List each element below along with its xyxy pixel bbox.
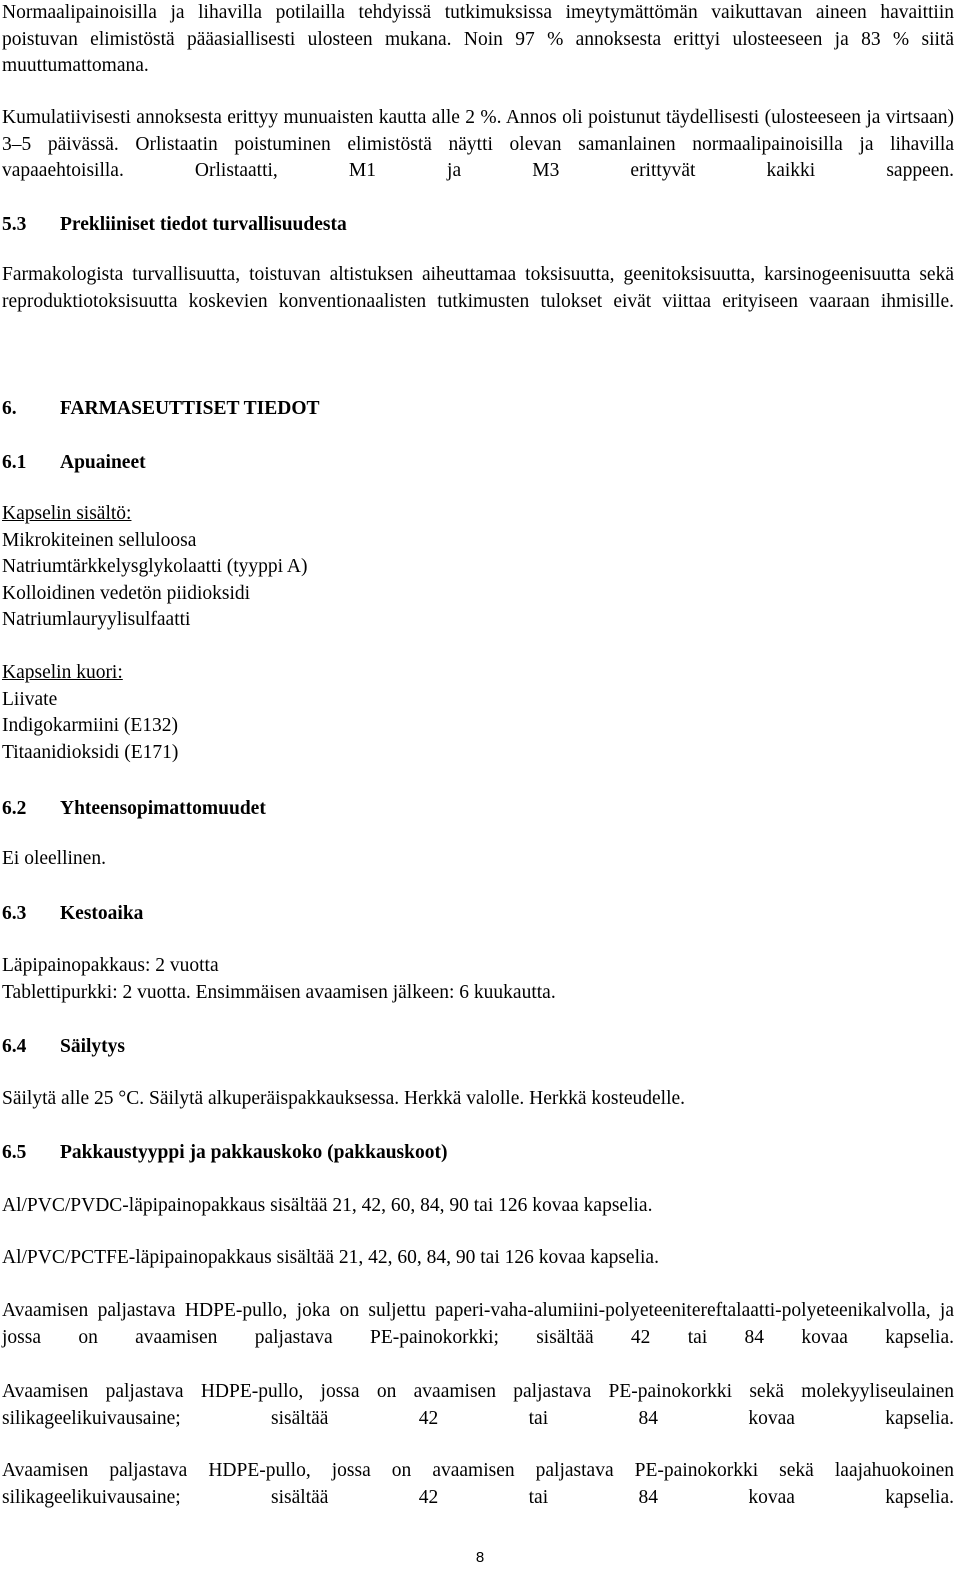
list-item: Tablettipurkki: 2 vuotta. Ensimmäisen avaamisen jälkeen: 6 kuukautta. [2,981,556,1003]
section-heading-6 [2,396,954,423]
paragraph-pack-5: Avaamisen paljastava HDPE-pullo, jossa on avaamisen paljastava PE-painokorkki sekä laajahuokoinen silikageelikuivausaine; sisältää 42 tai 84 kovaa kapselia. [2,1460,954,1508]
section-heading-6-5 [2,1140,954,1167]
section-heading-6-2 [2,796,954,823]
section-title: Prekliiniset tiedot turvallisuudesta [60,214,347,235]
list-item: Titaanidioksidi (E171) [2,741,179,763]
section-number: 6.5 [2,1142,27,1163]
section-title: FARMASEUTTISET TIEDOT [60,398,320,419]
section-heading-6-1 [2,450,954,477]
paragraph-incompatibilities: Ei oleellinen. [2,848,106,869]
capsule-contents-label: Kapselin sisältö: [2,503,132,524]
list-item: Indigokarmiini (E132) [2,715,179,736]
paragraph-preclinical: Farmakologista turvallisuutta, toistuvan altistuksen aiheuttamaa toksisuutta, geenitoksisuutta, karsinogeenisuutta sekä reproduktiotoksisuutta koskevien konventionaalisten tutkimusten tulokset eivät viittaa erityiseen vaaraan ihmisille. [2,264,954,312]
paragraph-pack-3: Avaamisen paljastava HDPE-pullo, joka on suljettu paperi-vaha-alumiini-polyeteenitereftalaatti-polyeteenikalvolla, ja jossa on avaamisen paljastava PE-painokorkki; sisältää 42 tai 84 kovaa kapselia. [2,1300,954,1348]
section-title: Yhteensopimattomuudet [60,798,266,819]
section-number: 6. [2,398,17,419]
section-title: Apuaineet [60,452,146,473]
page-number: 8 [475,1549,485,1566]
paragraph-excretion: Normaalipainoisilla ja lihavilla potilailla tehdyissä tutkimuksissa imeytymättömän vaikuttavan aineen havaittiin poistuvan elimistöstä pääasiallisesti ulosteen mukana. Noin 97 % annoksesta erittyi ulosteeseen ja 83 % siitä muuttumattomana. [2,2,954,76]
capsule-contents-list [2,501,954,634]
paragraph-pack-1: Al/PVC/PVDC-läpipainopakkaus sisältää 21, 42, 60, 84, 90 tai 126 kovaa kapselia. [2,1195,653,1216]
section-number: 5.3 [2,214,27,235]
section-number: 6.2 [2,798,27,819]
section-number: 6.3 [2,903,27,924]
paragraph-cumulative-excretion: Kumulatiivisesti annoksesta erittyy munuaisten kautta alle 2 %. Annos oli poistunut täydellisesti (ulosteeseen ja virtsaan) 3–5 päivässä. Orlistaatin poistuminen elimistöstä näytti olevan samanlainen normaalipainoisilla ja lihavilla vapaaehtoisilla. Orlistaatti, M1 ja M3 erittyvät kaikki sappeen. [2,107,954,181]
list-item: Mikrokiteinen selluloosa [2,529,197,551]
section-number: 6.1 [2,452,27,473]
paragraph-pack-2: Al/PVC/PCTFE-läpipainopakkaus sisältää 21, 42, 60, 84, 90 tai 126 kovaa kapselia. [2,1247,659,1268]
section-heading-6-3 [2,901,954,928]
section-title: Kestoaika [60,903,144,924]
list-item: Liivate [2,688,58,710]
section-title: Säilytys [60,1036,126,1057]
section-number: 6.4 [2,1036,27,1057]
section-title: Pakkaustyyppi ja pakkauskoko (pakkauskoot) [60,1142,448,1163]
section-heading-5-3 [2,212,954,239]
shelf-life-list [2,953,954,1006]
list-item: Läpipainopakkaus: 2 vuotta [2,955,219,976]
section-heading-6-4 [2,1034,954,1061]
list-item: Kolloidinen vedetön piidioksidi [2,582,251,604]
capsule-shell-label: Kapselin kuori: [2,662,123,683]
capsule-shell-list [2,660,954,766]
list-item: Natriumlauryylisulfaatti [2,609,191,630]
paragraph-storage: Säilytä alle 25 °C. Säilytä alkuperäispakkauksessa. Herkkä valolle. Herkkä kosteudelle. [2,1088,686,1109]
paragraph-pack-4: Avaamisen paljastava HDPE-pullo, jossa on avaamisen paljastava PE-painokorkki sekä molekyyliseulainen silikageelikuivausaine; sisältää 42 tai 84 kovaa kapselia. [2,1381,954,1429]
list-item: Natriumtärkkelysglykolaatti (tyyppi A) [2,556,308,577]
